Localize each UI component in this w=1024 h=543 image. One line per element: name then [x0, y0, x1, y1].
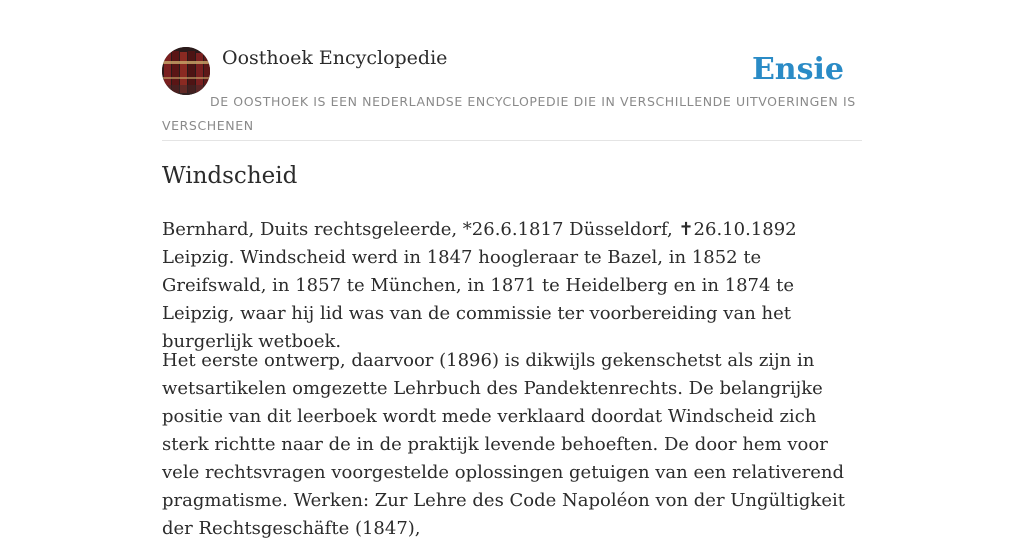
publisher-description: DE OOSTHOEK IS EEN NEDERLANDSE ENCYCLOPEDIE DIE IN VERSCHILLENDE UITVOERINGEN IS VERSCHENEN — [162, 94, 856, 133]
publisher-name[interactable]: Oosthoek Encyclopedie — [222, 47, 448, 69]
article-paragraph: Bernhard, Duits rechtsgeleerde, *26.6.1817 Düsseldorf, ✝26.10.1892 Leipzig. Windscheid werd in 1847 hoogleraar te Bazel, in 1852 te Greifswald, in 1857 te München, in 1871 te Heidelberg en in 1874 te Leipzig, waar hij lid was van de commissie ter voorbereiding van het burgerlijk wetboek. — [162, 219, 797, 352]
article-paragraph: Het eerste ontwerp, daarvoor (1896) is dikwijls gekenschetst als zijn in wetsartikelen omgezette Lehrbuch des Pandektenrechts. De belangrijke positie van dit leerboek wordt mede verklaard doordat Windscheid zich sterk richtte naar de in de praktijk levende behoeften. De door hem voor vele rechtsvragen voorgestelde oplossingen getuigen van een relativerend pragmatisme. Werken: Zur Lehre des Code Napoléon von der Ungültigkeit der Rechtsgeschäfte (1847), — [162, 350, 845, 539]
encyclopedia-books-icon — [162, 47, 210, 95]
article-title: Windscheid — [162, 163, 298, 189]
page-content — [162, 0, 862, 539]
publisher-header — [162, 0, 862, 141]
publisher-avatar[interactable] — [162, 47, 210, 95]
ensie-logo[interactable]: Ensie — [751, 52, 844, 87]
